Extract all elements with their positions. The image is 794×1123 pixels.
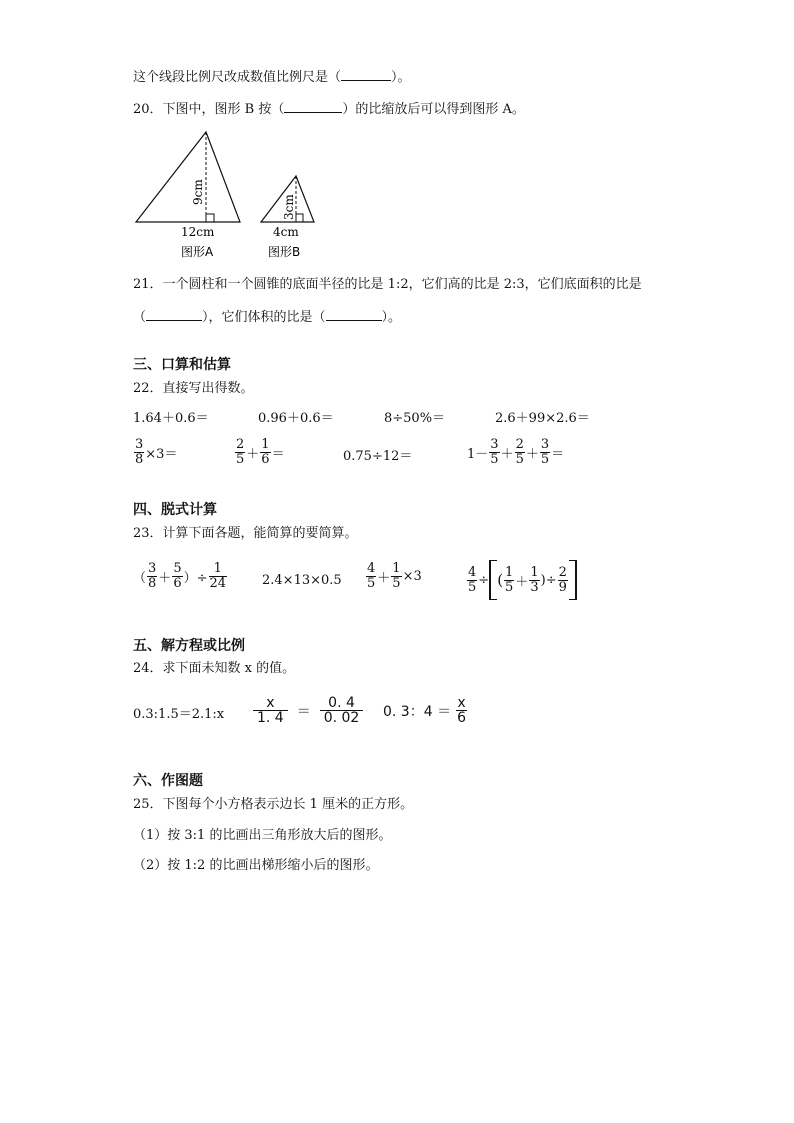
fraction: $\frac{3}{5}$ (490, 437, 499, 467)
q24-expr: 0. 3：4 ＝ $\frac{x}{6}$ (383, 695, 466, 726)
q22-expr: 1－ $\frac{3}{5}$ ＋ $\frac{2}{5}$ ＋ $\frac{3}{5}$ ＝ (467, 437, 565, 467)
right-angle-mark (296, 214, 303, 222)
answer-blank[interactable] (284, 100, 342, 113)
triangle-b-height-label: 3cm (282, 194, 296, 220)
answer-blank[interactable] (326, 308, 382, 321)
q23-expr: 2.4×13×0.5 (262, 573, 342, 588)
q22-expr: 1.64＋0.6＝ (133, 411, 209, 426)
fraction: $\frac{x}{1. 4}$ (253, 696, 288, 725)
q24: 24．求下面未知数 x 的值。 (133, 661, 296, 676)
triangle-b-base-label: 4cm (273, 225, 299, 239)
answer-blank[interactable] (146, 308, 202, 321)
right-angle-mark (206, 214, 214, 222)
q20: 20．下图中，图形 B 按（ ）的比缩放后可以得到图形 A。 (133, 102, 525, 117)
q22: 22．直接写出得数。 (133, 381, 254, 396)
section-heading: 四、脱式计算 (133, 502, 217, 518)
fraction: $\frac{1}{5}$ (505, 564, 514, 595)
q22-expr: $\frac{2}{5}$ ＋ $\frac{1}{6}$ ＝ (236, 437, 285, 467)
triangle-b-name: 图形B (268, 245, 301, 259)
fraction: $\frac{1}{6}$ (261, 437, 270, 467)
fraction: $\frac{4}{5}$ (468, 564, 477, 595)
fraction: $\frac{3}{8}$ (135, 437, 144, 467)
fraction: $\frac{3}{5}$ (540, 437, 550, 467)
section-heading: 六、作图题 (133, 773, 203, 789)
q22-expr: 8÷50%＝ (384, 411, 446, 426)
triangle-a-base-label: 12cm (181, 225, 215, 239)
q24-expr: 0.3:1.5＝2.1:x (133, 707, 225, 722)
q22-expr: 2.6＋99×2.6＝ (495, 411, 590, 426)
q19-tail: 这个线段比例尺改成数值比例尺是（ ）。 (133, 70, 411, 85)
q25: 25．下图每个小方格表示边长 1 厘米的正方形。 (133, 797, 414, 812)
section-heading: 五、解方程或比例 (133, 638, 245, 654)
fraction: $\frac{5}{6}$ (173, 561, 182, 591)
q25-part2: （2）按 1:2 的比画出梯形缩小后的图形。 (133, 858, 379, 873)
fraction: $\frac{x}{6}$ (457, 695, 466, 726)
fraction: $\frac{4}{5}$ (367, 561, 376, 591)
q23-expr: $\frac{4}{5}$ ＋ $\frac{1}{5}$ ×3 (367, 561, 422, 591)
q23-expr: （ $\frac{3}{8}$ ＋ $\frac{5}{6}$ ）÷ $\frac{1}{24}$ (133, 561, 227, 591)
answer-blank[interactable] (341, 68, 391, 81)
q23-expr: $\frac{4}{5}$ ÷ ( $\frac{1}{5}$ ＋ $\frac{1}{3}$ )÷ $\frac{2}{9}$ (466, 560, 577, 600)
triangle-figures (0, 125, 794, 275)
q21-line1: 21．一个圆柱和一个圆锥的底面半径的比是 1:2，它们高的比是 2:3，它们底面积的比是 (133, 277, 642, 292)
fraction: $\frac{1}{24}$ (209, 561, 227, 591)
q24-expr: $\frac{x}{1. 4}$ ＝ $\frac{0. 4}{0. 02}$ (252, 696, 364, 725)
q22-expr: 0.75÷12＝ (343, 449, 413, 464)
triangle-a-name: 图形A (181, 245, 214, 259)
q21-line2: （ ），它们体积的比是（ ）。 (133, 310, 402, 325)
fraction: $\frac{1}{3}$ (530, 564, 539, 595)
left-bracket (489, 560, 497, 600)
fraction: $\frac{2}{9}$ (558, 564, 567, 595)
section-heading: 三、口算和估算 (133, 357, 231, 373)
q22-expr: 0.96＋0.6＝ (258, 411, 334, 426)
q25-part1: （1）按 3:1 的比画出三角形放大后的图形。 (133, 828, 392, 843)
fraction: $\frac{3}{8}$ (148, 561, 157, 591)
q23: 23．计算下面各题，能简算的要简算。 (133, 526, 358, 541)
fraction: $\frac{1}{5}$ (392, 561, 401, 591)
right-bracket (569, 560, 577, 600)
fraction: $\frac{2}{5}$ (515, 437, 524, 467)
triangle-a-height-label: 9cm (191, 179, 205, 205)
fraction: $\frac{2}{5}$ (236, 437, 245, 467)
q22-expr: $\frac{3}{8}$ ×3＝ (135, 437, 178, 467)
triangle-a (136, 132, 240, 222)
fraction: $\frac{0. 4}{0. 02}$ (320, 696, 364, 725)
